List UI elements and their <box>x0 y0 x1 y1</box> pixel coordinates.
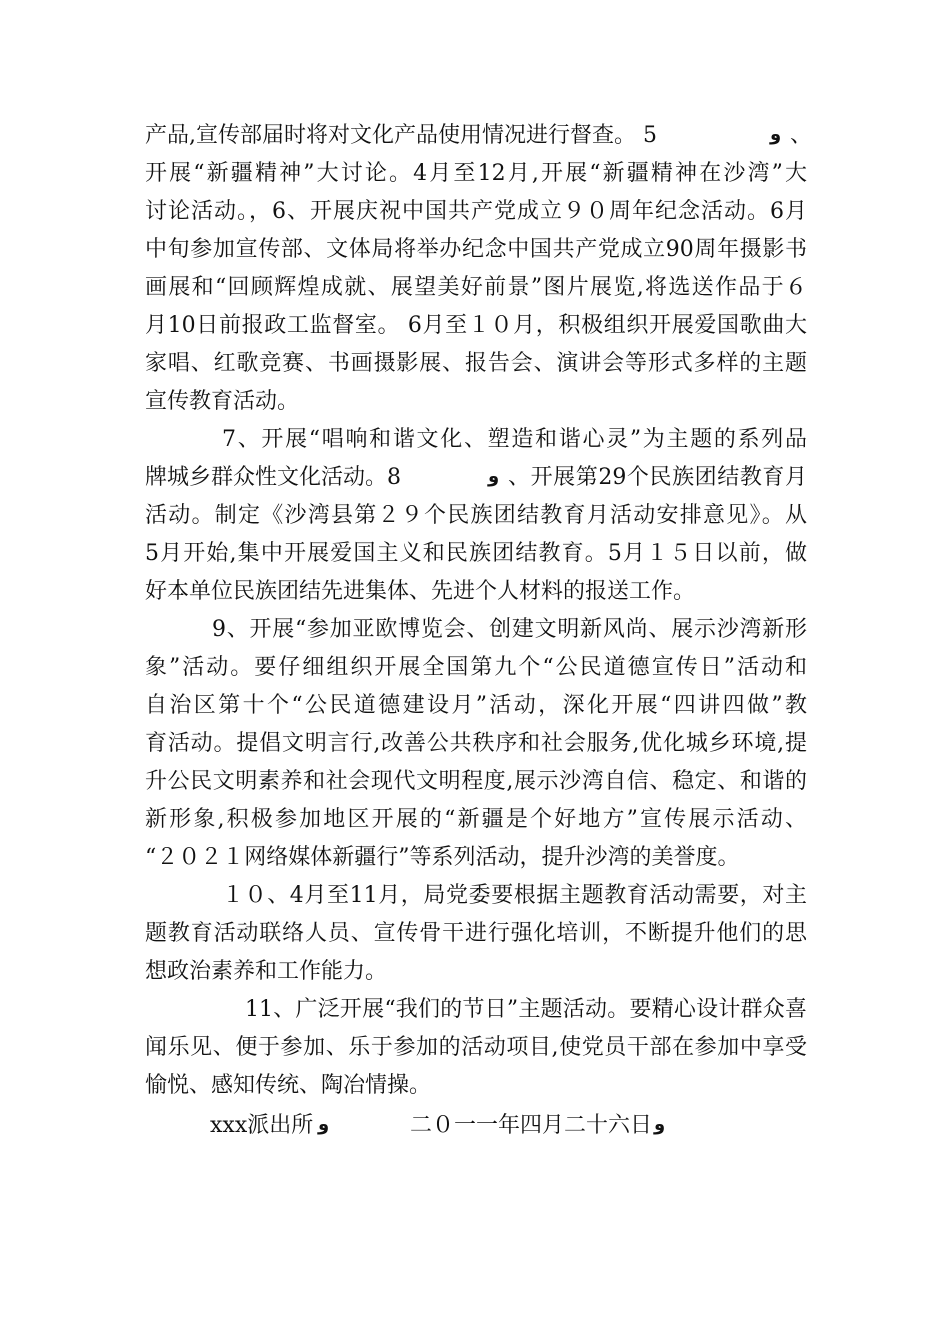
paragraph-3-line-2: 象”活动。要仔细组织开展全国第九个“公民道德宣传日”活动和 <box>145 655 807 680</box>
paragraph-1-line-1 <box>145 122 807 150</box>
paragraph-2-line-3: 活动。制定《沙湾县第２９个民族团结教育月活动安排意见》。从 <box>145 503 807 528</box>
paragraph-2-line-2-end: 、开展第29个民族团结教育月 <box>508 465 807 490</box>
paragraph-1-line-2: 开展“新疆精神”大讨论。4月至12月,开展“新疆精神在沙湾”大 <box>145 161 807 186</box>
paragraph-1-line-3: 讨论活动。，6、开展庆祝中国共产党成立９０周年纪念活动。6月 <box>145 199 807 224</box>
paragraph-1-line-1-tail: 、 <box>790 123 813 148</box>
paragraph-4-line-1: １０、4月至11月，局党委要根据主题教育活动需要，对主 <box>222 883 807 908</box>
paragraph-1-line-8: 宣传教育活动。 <box>145 389 300 414</box>
paragraph-3-line-4: 育活动。提倡文明言行,改善公共秩序和社会服务,优化城乡环境,提 <box>145 731 807 756</box>
paragraph-2-line-2-start: 牌城乡群众性文化活动。8 <box>145 465 401 490</box>
paragraph-4-line-3: 想政治素养和工作能力。 <box>145 959 388 984</box>
paragraph-5-line-3: 愉悦、感知传统、陶冶情操。 <box>145 1073 432 1098</box>
paragraph-1-line-7: 家唱、红歌竞赛、书画摄影展、报告会、演讲会等形式多样的主题 <box>145 351 807 376</box>
paragraph-2-line-4: 5月开始,集中开展爱国主义和民族团结教育。5月１５日以前，做 <box>145 541 807 566</box>
paragraph-3-line-7: “２０２１网络媒体新疆行”等系列活动，提升沙湾的美誉度。 <box>145 845 740 870</box>
paragraph-3-line-1: 9、开展“参加亚欧博览会、创建文明新风尚、展示沙湾新形 <box>212 617 807 642</box>
paragraph-4-line-2: 题教育活动联络人员、宣传骨干进行强化培训，不断提升他们的思 <box>145 921 807 946</box>
paragraph-5-line-1: 11、广泛开展“我们的节日”主题活动。要精心设计群众喜 <box>245 997 807 1022</box>
paragraph-mark-icon: و <box>770 124 782 145</box>
paragraph-1-line-4: 中旬参加宣传部、文体局将举办纪念中国共产党成立90周年摄影书 <box>145 237 807 262</box>
signature-unit: xxx派出所 <box>210 1113 314 1138</box>
paragraph-3-line-6: 新形象,积极参加地区开展的“新疆是个好地方”宣传展示活动、 <box>145 807 807 832</box>
paragraph-mark-icon: و <box>318 1114 330 1135</box>
paragraph-5-line-2: 闻乐见、便于参加、乐于参加的活动项目,使党员干部在参加中享受 <box>145 1035 807 1060</box>
paragraph-3-line-5: 升公民文明素养和社会现代文明程度,展示沙湾自信、稳定、和谐的 <box>145 769 807 794</box>
paragraph-1-line-5: 画展和“回顾辉煌成就、展望美好前景”图片展览,将选送作品于６ <box>145 275 807 300</box>
paragraph-2-line-5: 好本单位民族团结先进集体、先进个人材料的报送工作。 <box>145 579 696 604</box>
paragraph-2-line-1: 7、开展“唱响和谐文化、塑造和谐心灵”为主题的系列品 <box>222 427 807 452</box>
signature-date: 二０一一年四月二十六日 <box>410 1113 653 1138</box>
paragraph-1-line-1-text: 产品,宣传部届时将对文化产品使用情况进行督查。 5 <box>145 123 657 148</box>
paragraph-mark-icon: و <box>654 1114 666 1135</box>
paragraph-1-line-6: 月10日前报政工监督室。 6月至１０月，积极组织开展爱国歌曲大 <box>145 313 807 338</box>
paragraph-mark-icon: و <box>488 466 500 487</box>
paragraph-3-line-3: 自治区第十个“公民道德建设月”活动，深化开展“四讲四做”教 <box>145 693 807 718</box>
